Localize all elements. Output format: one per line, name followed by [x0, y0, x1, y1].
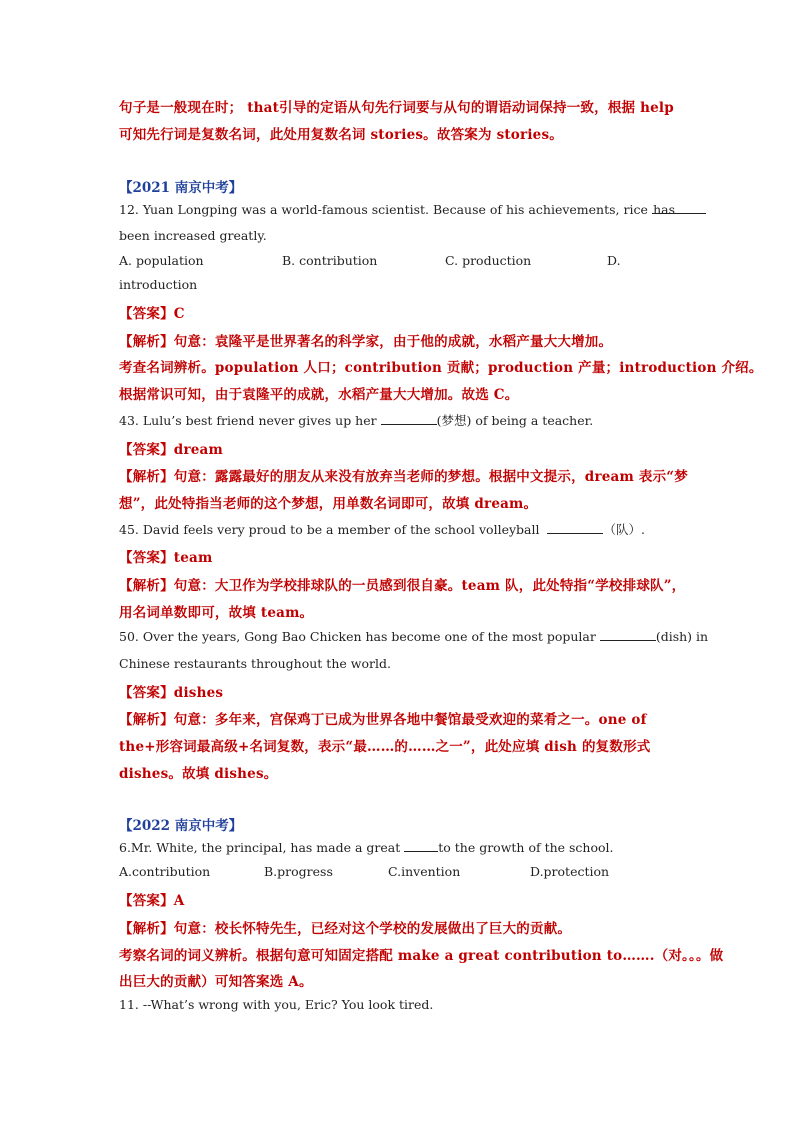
q45-answer: 【答案】team — [119, 550, 213, 566]
q6-stem-text: 6.Mr. White, the principal, has made a great — [119, 840, 401, 855]
option-d: D. — [607, 253, 621, 268]
q45-stem-text: 45. David feels very proud to be a member of the school volleyball — [119, 522, 540, 537]
q6-analysis-3: 出巨大的贡献）可知答案选 A。 — [119, 974, 313, 990]
section-heading-2021: 【2021 南京中考】 — [119, 180, 243, 196]
q6-stem-tail: to the growth of the school. — [438, 840, 614, 855]
option-a: A.contribution — [119, 864, 211, 879]
q12-stem-text: 12. Yuan Longping was a world-famous scientist. Because of his achievements, rice — [119, 202, 648, 217]
q45-analysis-2: 用名词单数即可，故填 team。 — [119, 605, 314, 621]
q11-stem: 11. --What’s wrong with you, Eric? You look tired. — [119, 997, 434, 1012]
q50-stem-line-2: Chinese restaurants throughout the world. — [119, 656, 391, 671]
option-c: C.invention — [388, 864, 461, 879]
q12-stem-tail: has — [653, 202, 675, 217]
answer-blank — [404, 840, 438, 852]
option-d-continued: introduction — [119, 277, 198, 292]
q43-stem-tail: (梦想) of being a teacher. — [436, 413, 594, 428]
q50-analysis-3: dishes。故填 dishes。 — [119, 766, 278, 782]
option-c: C. production — [445, 253, 532, 268]
option-b: B. contribution — [282, 253, 378, 268]
q12-analysis-1: 【解析】句意：袁隆平是世界著名的科学家，由于他的成就，水稻产量大大增加。 — [119, 334, 613, 350]
q45-stem — [119, 520, 645, 538]
answer-blank — [381, 413, 437, 425]
q50-stem-tail: (dish) in — [655, 629, 709, 644]
q6-answer: 【答案】A — [119, 893, 185, 909]
q12-stem-line-2: been increased greatly. — [119, 228, 267, 243]
q50-stem-text: 50. Over the years, Gong Bao Chicken has become one of the most popular — [119, 629, 596, 644]
q12-answer: 【答案】C — [119, 306, 185, 322]
option-d: D.protection — [530, 864, 610, 879]
q50-analysis-1: 【解析】句意：多年来，宫保鸡丁已成为世界各地中餐馆最受欢迎的菜肴之一。one of — [119, 712, 647, 728]
intro-line-1: 句子是一般现在时； that引导的定语从句先行词要与从句的谓语动词保持一致，根据 help — [119, 100, 674, 116]
q45-stem-tail: （队）. — [603, 522, 645, 537]
q43-stem — [119, 411, 593, 429]
q43-analysis-1: 【解析】句意：露露最好的朋友从来没有放弃当老师的梦想。根据中文提示，dream 表示“梦 — [119, 469, 688, 485]
q12-stem-line-1 — [119, 202, 679, 217]
q43-stem-text: 43. Lulu’s best friend never gives up her — [119, 413, 377, 428]
q43-answer: 【答案】dream — [119, 442, 223, 458]
q50-analysis-2: the+形容词最高级+名词复数，表示“最……的……之一”，此处应填 dish 的复数形式 — [119, 739, 651, 755]
intro-line-2: 可知先行词是复数名词，此处用复数名词 stories。故答案为 stories。 — [119, 127, 563, 143]
q12-analysis-2: 考查名词辨析。population 人口；contribution 贡献；production 产量；introduction 介绍。 — [119, 360, 763, 376]
option-a: A. population — [119, 253, 204, 268]
option-b: B.progress — [264, 864, 333, 879]
section-heading-2022: 【2022 南京中考】 — [119, 818, 243, 834]
q50-stem-line-1 — [119, 629, 709, 644]
q6-stem — [119, 840, 614, 855]
q43-analysis-2: 想”，此处特指当老师的这个梦想，用单数名词即可，故填 dream。 — [119, 496, 538, 512]
q45-analysis-1: 【解析】句意：大卫作为学校排球队的一员感到很自豪。team 队，此处特指“学校排球队”， — [119, 578, 686, 594]
q12-options — [119, 253, 679, 271]
q6-options — [119, 864, 679, 882]
q50-answer: 【答案】dishes — [119, 685, 224, 701]
answer-blank — [547, 522, 603, 534]
q6-analysis-1: 【解析】句意：校长怀特先生，已经对这个学校的发展做出了巨大的贡献。 — [119, 921, 572, 937]
q12-analysis-3: 根据常识可知，由于袁隆平的成就，水稻产量大大增加。故选 C。 — [119, 387, 519, 403]
q6-analysis-2: 考察名词的词义辨析。根据句意可知固定搭配 make a great contribution to…….（对。。。做 — [119, 948, 724, 964]
answer-blank — [600, 629, 656, 641]
